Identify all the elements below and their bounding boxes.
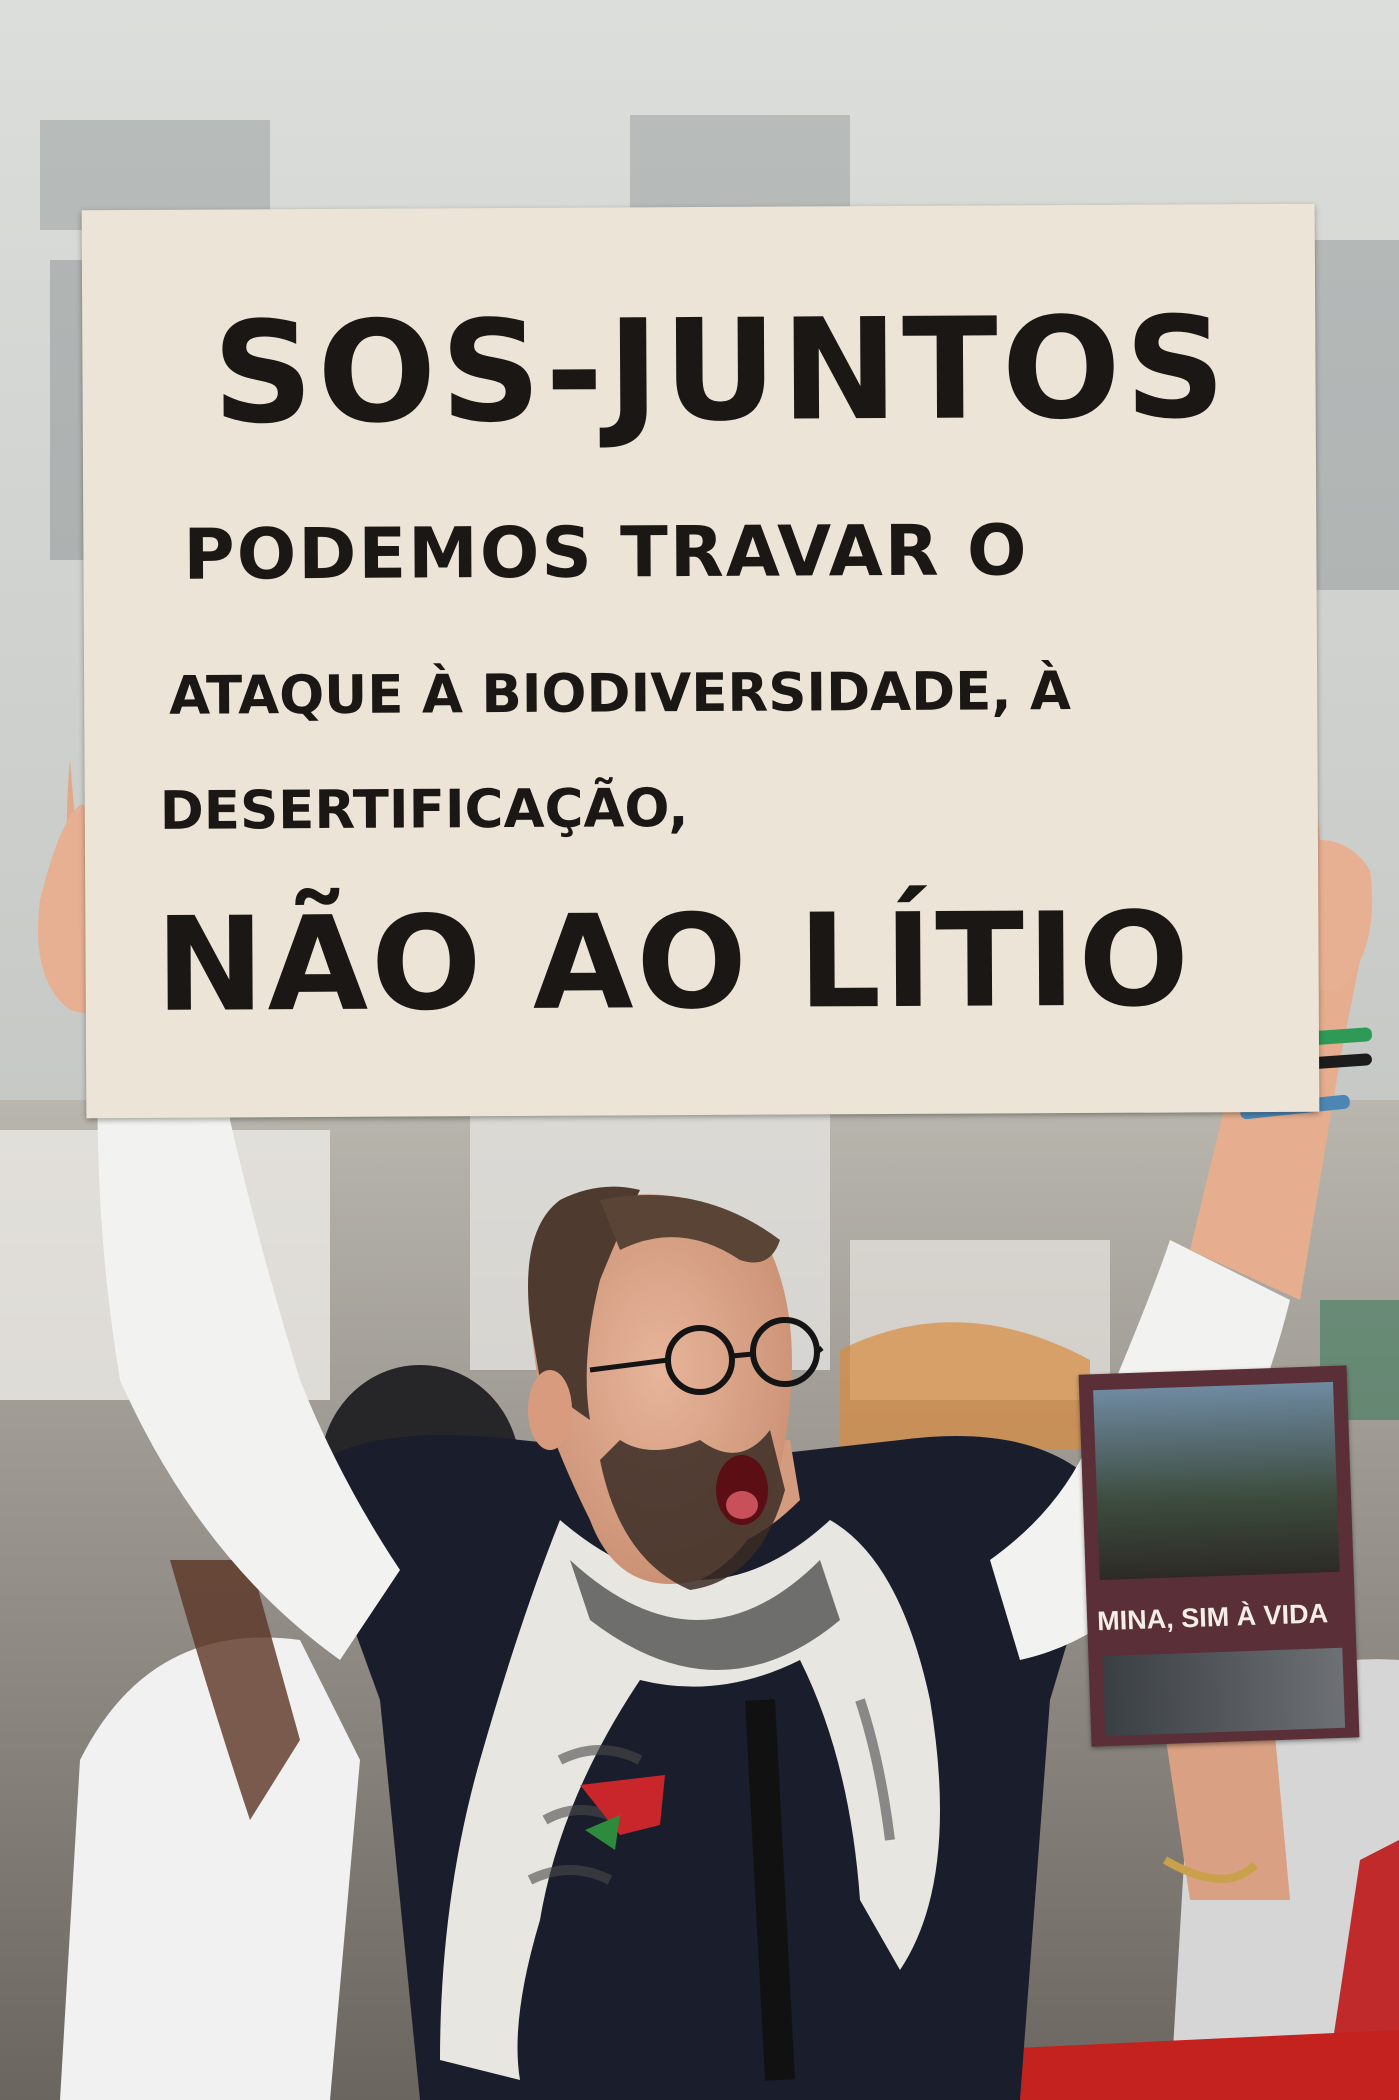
sign-line-5: NÃO AO LÍTIO: [155, 883, 1193, 1041]
sign-line-4: DESERTIFICAÇÃO,: [159, 778, 689, 842]
sign-line-2: PODEMOS TRAVAR O: [183, 509, 1029, 596]
sign-line-1: SOS-JUNTOS: [212, 287, 1230, 456]
ear: [528, 1370, 572, 1450]
window: [630, 115, 850, 210]
flyer-photo-lower: [1102, 1648, 1345, 1736]
flyer-headline: MINA, SIM À VIDA: [1096, 1598, 1329, 1637]
protest-flyer: [1079, 1365, 1360, 1746]
flyer-photo: [1093, 1382, 1339, 1580]
protest-sign: [82, 204, 1320, 1118]
window: [1310, 240, 1399, 590]
sign-line-3: ATAQUE À BIODIVERSIDADE, À: [169, 661, 1072, 727]
